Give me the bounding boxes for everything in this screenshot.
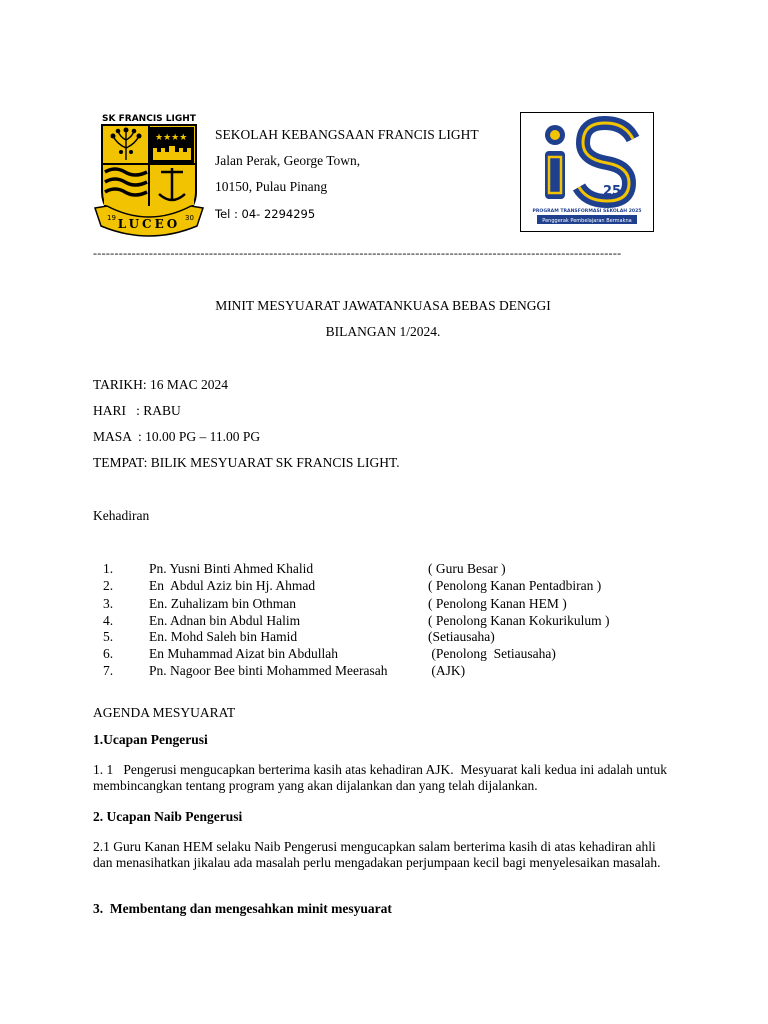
document-number: BILANGAN 1/2024. xyxy=(325,324,441,339)
list-item-number: 6. xyxy=(103,646,114,661)
list-item-name: En Abdul Aziz bin Hj. Ahmad xyxy=(149,578,316,593)
pts-2025-logo xyxy=(520,112,654,232)
list-item-role: ( Penolong Kanan Pentadbiran ) xyxy=(428,578,602,593)
list-item-number: 7. xyxy=(103,663,114,678)
phone-number: Tel : 04- 2294295 xyxy=(215,207,316,221)
agenda-heading: AGENDA MESYUARAT xyxy=(93,705,236,720)
address-line-1: Jalan Perak, George Town, xyxy=(215,153,361,168)
svg-text:★★★★: ★★★★ xyxy=(155,133,188,143)
logo-caption: PROGRAM TRANSFORMASI SEKOLAH 2025 xyxy=(532,209,642,214)
agenda-item-2-text: 2.1 Guru Kanan HEM selaku Naib Pengerusi mengucapkan salam berterima kasih di atas kehadiran ahli dan menasihatkan jikalau ada masalah perlu mengadakan perjumpaan kecil bagi menyelesaikan masalah. xyxy=(93,839,661,870)
list-item-role: ( Penolong Kanan HEM ) xyxy=(428,596,567,611)
logo-tagline: Penggerak Pembelajaran Bermakna xyxy=(542,218,632,224)
logo-number: 25 xyxy=(603,184,622,199)
meeting-time: MASA : 10.00 PG – 11.00 PG xyxy=(93,429,261,444)
meeting-day: HARI : RABU xyxy=(93,403,181,418)
list-item-name: En. Adnan bin Abdul Halim xyxy=(149,613,301,628)
school-name: SEKOLAH KEBANGSAAN FRANCIS LIGHT xyxy=(215,127,479,142)
list-item-role: ( Penolong Kanan Kokurikulum ) xyxy=(428,613,610,628)
crest-year-left: 19 xyxy=(107,214,116,222)
list-item-role: ( Guru Besar ) xyxy=(428,561,506,576)
list-item-name: En. Mohd Saleh bin Hamid xyxy=(149,629,298,644)
list-item-number: 4. xyxy=(103,613,114,628)
document-title: MINIT MESYUARAT JAWATANKUASA BEBAS DENGGI xyxy=(215,298,551,313)
agenda-item-2-title: 2. Ucapan Naib Pengerusi xyxy=(93,809,243,824)
crest-motto: LUCEO xyxy=(117,217,181,231)
list-item-number: 1. xyxy=(103,561,114,576)
list-item-role: (Penolong Setiausaha) xyxy=(428,646,556,661)
crest-top-text: SK FRANCIS LIGHT xyxy=(102,114,196,124)
agenda-item-1-title: 1.Ucapan Pengerusi xyxy=(93,732,208,747)
agenda-item-1-text: 1. 1 Pengerusi mengucapkan berterima kasih atas kehadiran AJK. Mesyuarat kali kedua ini adalah untuk membincangkan tentang program yang akan dijalankan dan yang telah dijalankan. xyxy=(93,762,671,793)
list-item-name: Pn. Nagoor Bee binti Mohammed Meerasah xyxy=(149,663,388,678)
list-item-number: 5. xyxy=(103,629,114,644)
header-divider: --------------------------------------------------------------------------------------------------------------------------- xyxy=(93,246,622,260)
list-item-name: En Muhammad Aizat bin Abdullah xyxy=(149,646,338,661)
list-item-number: 3. xyxy=(103,596,114,611)
address-line-2: 10150, Pulau Pinang xyxy=(215,179,328,194)
list-item-name: Pn. Yusni Binti Ahmed Khalid xyxy=(149,561,314,576)
list-item-name: En. Zuhalizam bin Othman xyxy=(149,596,296,611)
meeting-place: TEMPAT: BILIK MESYUARAT SK FRANCIS LIGHT. xyxy=(93,455,400,470)
list-item-number: 2. xyxy=(103,578,114,593)
crest-year-right: 30 xyxy=(185,214,194,222)
list-item-role: (Setiausaha) xyxy=(428,629,495,644)
meeting-date: TARIKH: 16 MAC 2024 xyxy=(93,377,229,392)
list-item-role: (AJK) xyxy=(428,663,466,678)
attendance-heading: Kehadiran xyxy=(93,508,150,523)
school-crest-logo xyxy=(93,110,205,240)
agenda-item-3-title: 3. Membentang dan mengesahkan minit mesyuarat xyxy=(93,901,392,916)
